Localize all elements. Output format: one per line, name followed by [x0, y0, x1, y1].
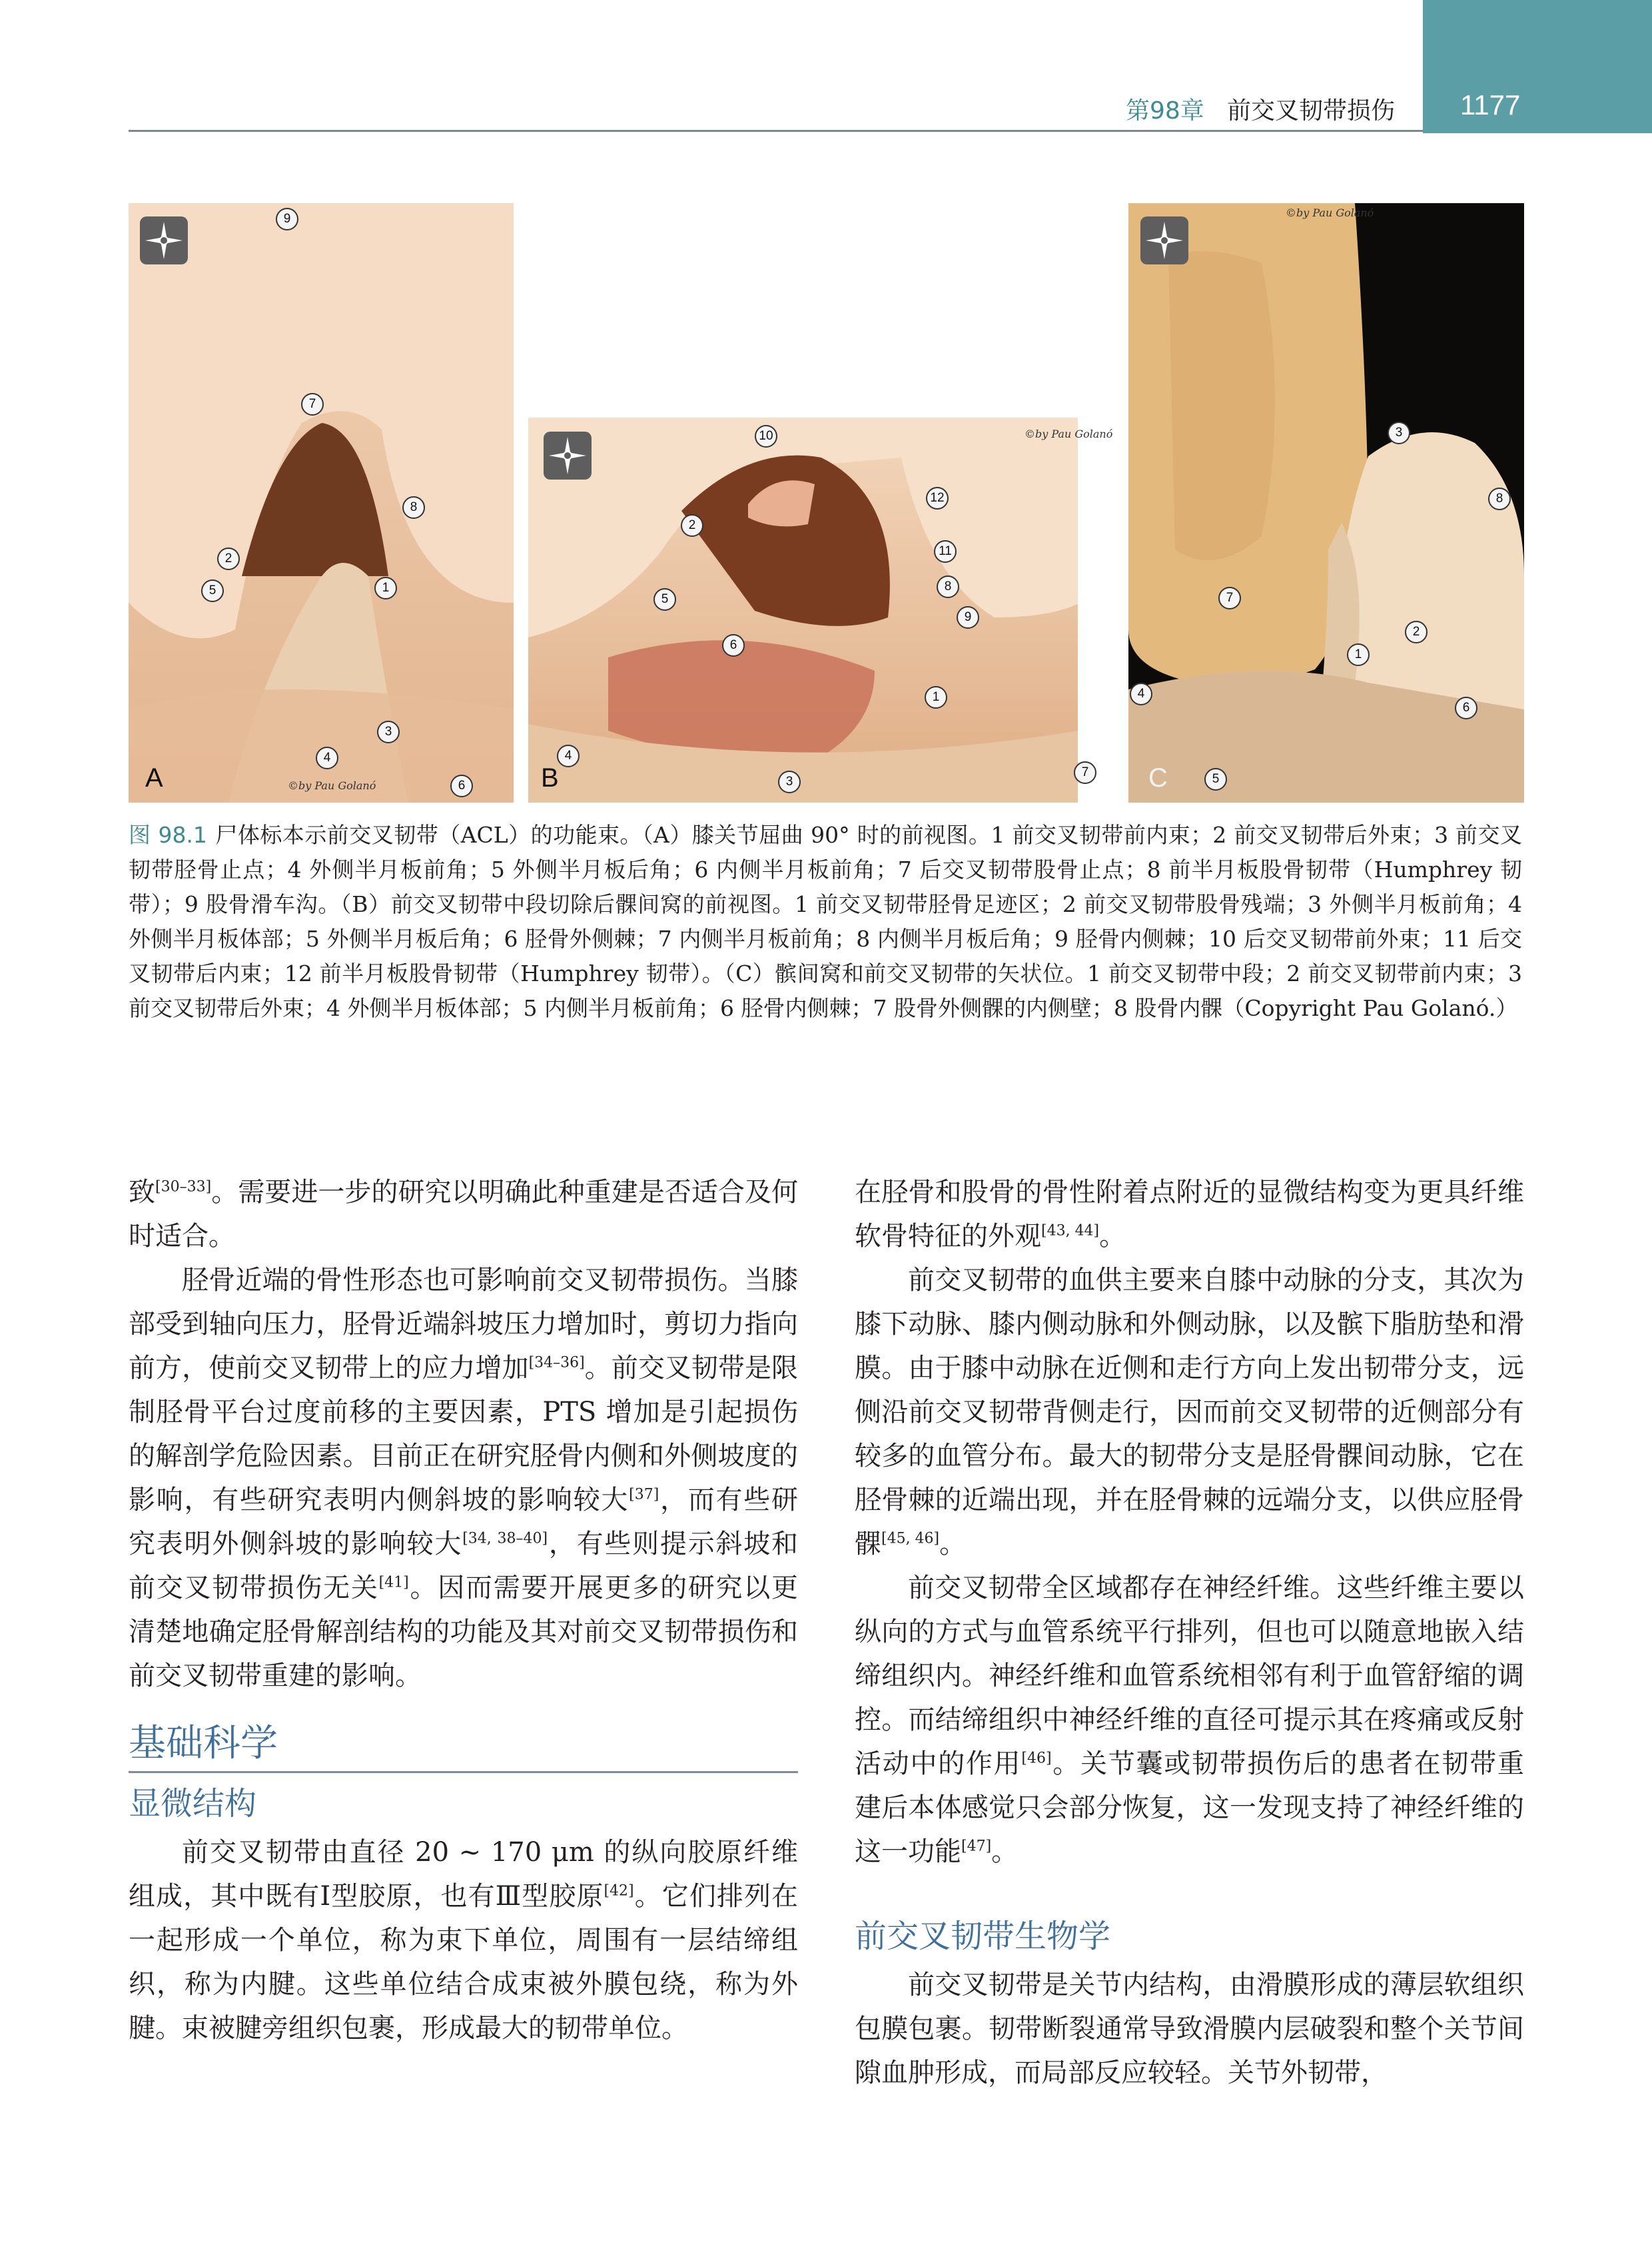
subsection-heading: 显微结构	[129, 1785, 257, 1822]
citation: [37]	[629, 1486, 659, 1503]
callout-marker: 3	[778, 771, 801, 793]
callout-marker: 7	[1218, 587, 1241, 609]
section-heading: 基础科学	[129, 1716, 798, 1773]
callout-marker: 4	[316, 747, 338, 769]
callout-marker: 1	[925, 686, 947, 709]
compass-icon	[140, 216, 188, 264]
figure-panel-a	[129, 203, 514, 803]
callout-marker: 5	[201, 579, 224, 602]
section-heading: 前交叉韧带生物学	[855, 1918, 1111, 1955]
page-number: 1177	[1460, 89, 1521, 121]
citation: [30–33]	[155, 1178, 212, 1196]
photo-signature: ©by Pau Golanó	[288, 779, 376, 792]
figure-label: 图 98.1	[129, 822, 207, 848]
citation: [46]	[1021, 1750, 1052, 1767]
callout-marker: 1	[374, 577, 397, 599]
chapter-label: 第98章	[1126, 97, 1204, 125]
callout-marker: 10	[755, 425, 777, 448]
callout-marker: 9	[957, 606, 979, 629]
paragraph: 在胫骨和股骨的骨性附着点附近的显微结构变为更具纤维软骨特征的外观[43, 44]。	[855, 1177, 1524, 1252]
figure-caption	[129, 818, 1522, 1026]
callout-marker: 8	[937, 575, 959, 598]
right-column	[855, 1170, 1524, 2095]
citation: [43, 44]	[1041, 1222, 1100, 1240]
paragraph: 胫骨近端的骨性形态也可影响前交叉韧带损伤。当膝部受到轴向压力，胫骨近端斜坡压力增加时，剪切力指向前方，使前交叉韧带上的应力增加[34–36]。前交叉韧带是限制胫骨平台过度前移的主要因素，PTS 增加是引起损伤的解剖学危险因素。目前正在研究胫骨内侧和外侧坡度的影响，有些研究表明内侧斜坡的影响较大[37]，而有些研究表明外侧斜坡的影响较大[34, 38–40]，有些则提示斜坡和前交叉韧带损伤无关[41]。因而需要开展更多的研究以更清楚地确定胫骨解剖结构的功能及其对前交叉韧带损伤和前交叉韧带重建的影响。	[129, 1265, 799, 1691]
paragraph: 前交叉韧带由直径 20 ~ 170 μm 的纵向胶原纤维组成，其中既有Ⅰ型胶原，也有Ⅲ型胶原[42]。它们排列在一起形成一个单位，称为束下单位，周围有一层结缔组织，称为内腱。这些单位结合成束被外膜包绕，称为外腱。束被腱旁组织包裹，形成最大的韧带单位。	[129, 1837, 799, 2044]
callout-marker: 8	[402, 496, 425, 519]
callout-marker: 5	[1204, 768, 1227, 791]
left-column	[129, 1170, 798, 2050]
callout-marker: 3	[377, 721, 400, 743]
callout-marker: 6	[450, 775, 473, 797]
callout-marker: 6	[1455, 697, 1477, 719]
paragraph: 前交叉韧带是关节内结构，由滑膜形成的薄层软组织包膜包裹。韧带断裂通常导致滑膜内层破裂和整个关节间隙血肿形成，而局部反应较轻。关节外韧带，	[855, 1970, 1524, 2088]
callout-marker: 2	[217, 548, 240, 570]
panel-letter-b: B	[541, 763, 559, 793]
callout-marker: 6	[722, 634, 745, 657]
chapter-title: 前交叉韧带损伤	[1227, 97, 1396, 125]
callout-marker: 4	[557, 745, 580, 767]
callout-marker: 3	[1388, 422, 1410, 444]
citation: [34, 38–40]	[462, 1530, 548, 1547]
photo-signature: ©by Pau Golanó	[1025, 428, 1113, 440]
header-rule	[129, 130, 1423, 132]
compass-icon	[544, 432, 592, 480]
callout-marker: 7	[1074, 761, 1096, 784]
compass-icon	[1140, 216, 1188, 264]
panel-letter-c: C	[1148, 763, 1168, 793]
paragraph: 前交叉韧带全区域都存在神经纤维。这些纤维主要以纵向的方式与血管系统平行排列，但也可以随意地嵌入结缔组织内。神经纤维和血管系统相邻有利于血管舒缩的调控。而结缔组织中神经纤维的直径可提示其在疼痛或反射活动中的作用[46]。关节囊或韧带损伤后的患者在韧带重建后本体感觉只会部分恢复，这一发现支持了神经纤维的这一功能[47]。	[855, 1573, 1525, 1867]
callout-marker: 8	[1488, 488, 1511, 510]
citation: [34–36]	[528, 1354, 585, 1371]
paragraph: 前交叉韧带的血供主要来自膝中动脉的分支，其次为膝下动脉、膝内侧动脉和外侧动脉，以及髌下脂肪垫和滑膜。由于膝中动脉在近侧和走行方向上发出韧带分支，远侧沿前交叉韧带背侧走行，因而前交叉韧带的近侧部分有较多的血管分布。最大的韧带分支是胫骨髁间动脉，它在胫骨棘的近端出现，并在胫骨棘的远端分支，以供应胫骨髁[45, 46]。	[855, 1265, 1524, 1559]
callout-marker: 2	[1405, 621, 1428, 643]
citation: [45, 46]	[881, 1530, 940, 1547]
panel-letter-a: A	[145, 763, 163, 793]
callout-marker: 5	[653, 588, 676, 611]
callout-marker: 9	[276, 208, 298, 230]
callout-marker: 1	[1347, 643, 1370, 666]
photo-signature: ©by Pau Golanó	[1286, 206, 1374, 219]
caption-text: 尸体标本示前交叉韧带（ACL）的功能束。（A）膝关节屈曲 90° 时的前视图。1 前交叉韧带前内束；2 前交叉韧带后外束；3 前交叉韧带胫骨止点；4 外侧半月板前角；5 外侧半月板后角；6 内侧半月板前角；7 后交叉韧带股骨止点；8 前半月板股骨韧带（Humphrey 韧带）；9 股骨滑车沟。（B）前交叉韧带中段切除后髁间窝的前视图。1 前交叉韧带胫骨足迹区；2 前交叉韧带股骨残端；3 外侧半月板前角；4 外侧半月板体部；5 外侧半月板后角；6 胫骨外侧棘；7 内侧半月板前角；8 内侧半月板后角；9 胫骨内侧棘；10 后交叉韧带前外束；11 后交叉韧带后内束；12 前半月板股骨韧带（Humphrey 韧带）。（C）髌间窝和前交叉韧带的矢状位。1 前交叉韧带中段；2 前交叉韧带前内束；3 前交叉韧带后外束；4 外侧半月板体部；5 内侧半月板前角；6 胫骨内侧棘；7 股骨外侧髁的内侧壁；8 股骨内髁（Copyright Pau Golanó.）	[129, 822, 1522, 1021]
page-number-tab	[1423, 0, 1652, 133]
callout-marker: 2	[681, 514, 703, 537]
callout-marker: 12	[926, 487, 949, 510]
figure-panel-b	[528, 418, 1078, 803]
paragraph: 致[30–33]。需要进一步的研究以明确此种重建是否适合及何时适合。	[129, 1177, 799, 1252]
callout-marker: 4	[1130, 683, 1152, 705]
callout-marker: 11	[934, 540, 957, 563]
citation: [41]	[378, 1574, 409, 1591]
callout-marker: 7	[301, 393, 324, 416]
citation: [47]	[961, 1838, 992, 1855]
citation: [42]	[604, 1882, 634, 1900]
